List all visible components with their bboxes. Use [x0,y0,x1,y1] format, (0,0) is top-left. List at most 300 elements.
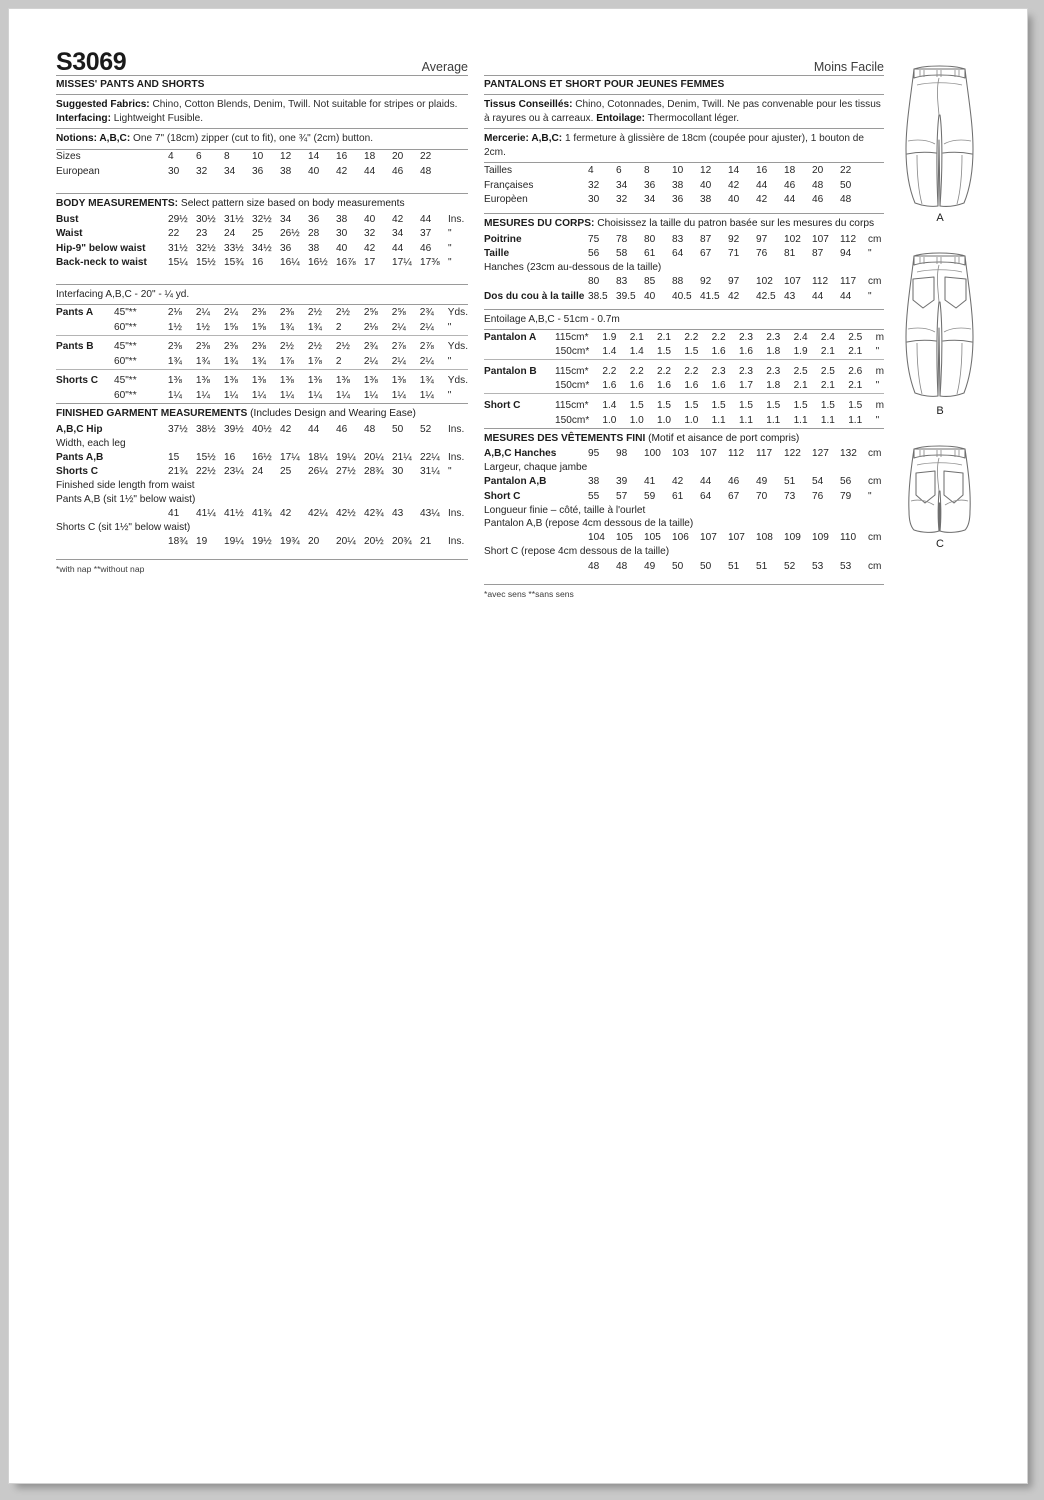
cell: 1.8 [766,380,781,392]
cell: 1¼ [251,389,266,401]
cell: 83 [616,276,628,288]
cell-unit: Yds. [447,306,468,318]
cell: 50 [700,560,712,572]
cell: 24 [252,466,264,478]
cell: 1.6 [684,380,699,392]
pants-side-length-table-en [56,506,468,521]
cell: 19¼ [224,535,244,547]
table-row [484,447,884,462]
cell: 18¼ [308,451,328,463]
cell: 1⅜ [223,375,238,387]
cell: 44 [756,179,768,191]
cell: 2.1 [793,380,808,392]
cell: 42¼ [308,507,328,519]
cell: 80 [644,233,656,245]
cell: 15½ [196,257,216,269]
cell: 122 [784,448,801,460]
cell: 34 [224,165,236,177]
pattern-number: S3069 [56,48,127,76]
cell: 39½ [224,423,244,435]
cell: 2¼ [419,355,434,367]
cell: 38.5 [588,291,608,303]
cell: 30 [168,165,180,177]
cell: 2.3 [766,365,781,377]
cell: 48 [364,423,376,435]
cell: 2¼ [391,321,406,333]
cell: 88 [672,276,684,288]
cell: 2.3 [766,331,781,343]
cell: 38 [280,165,292,177]
cell: 106 [672,532,689,544]
cell: 1¼ [335,389,350,401]
cell: 16⅞ [336,257,356,269]
row-label [484,413,555,428]
cell: 2¼ [363,355,378,367]
cell: 22¼ [420,451,440,463]
cell: 1.5 [738,400,753,411]
cell: 52 [420,423,432,435]
fabric-width: 60"** [113,321,137,333]
cell: 1.1 [820,414,835,426]
cell: 117 [756,448,773,460]
cell: 2.1 [820,380,835,392]
cell: 46 [420,242,432,254]
cell: 34 [392,228,404,240]
cell: 1⅞ [307,355,322,367]
cell: 20 [812,164,824,176]
fabric-width: 150cm* [555,346,590,358]
cell: 22 [840,164,852,176]
body-measurements-label-en: BODY MEASUREMENTS: [56,197,179,209]
row-label: Waist [56,228,83,240]
table-row [484,559,884,574]
french-sizes-label: Françaises [484,179,534,191]
cell: 2.6 [848,365,863,377]
row-label-spacer [484,531,588,546]
cell-unit: cm [868,448,882,460]
sizes-table-en [56,150,468,179]
cell: 16 [224,451,236,463]
cell: 109 [784,532,801,544]
cell: 1.7 [738,380,753,392]
garment-title-fr: PANTALONS ET SHORT POUR JEUNES FEMMES [484,79,725,90]
cell: 1⅜ [279,375,294,387]
table-row [56,320,468,335]
table-row [484,275,884,290]
finished-measurements-heading-en [56,404,468,422]
cell: 73 [784,490,796,502]
cell: 71 [728,248,740,260]
cell: 42 [728,179,740,191]
cell: 32½ [196,242,216,254]
cell: 10 [672,164,684,176]
table-row [56,374,468,389]
cell: 25 [280,466,292,478]
cell: 53 [812,560,824,572]
cell: 56 [588,248,600,260]
notions-text-fr: 1 fermeture à glissière de 18cm (coupée pour ajuster), 1 bouton de 2cm. [484,133,865,158]
english-header-row [56,45,468,75]
cell: 30½ [196,213,216,225]
cell-unit: " [447,389,452,401]
finished-sub-fr: (Motif et aisance de port compris) [645,432,800,444]
pants-side-length-table-fr [484,531,884,546]
cell: 40 [728,194,740,206]
cell: 32 [616,194,628,206]
english-column [56,45,468,575]
cell: 107 [700,448,717,460]
table-row [56,305,468,320]
cell: 31¼ [420,466,440,478]
cell: 25 [252,228,264,240]
cell: 1.5 [657,400,672,411]
cell: 1.5 [629,400,644,411]
interfacing-note-fr: Entoilage A,B,C - 51cm - 0.7m [484,314,620,326]
content-sheet [56,45,996,600]
row-label: Shorts C [56,375,99,387]
fabrics-label-fr: Tissus Conseillés: [484,99,573,110]
cell: 40.5 [672,291,692,303]
cell: 2.2 [629,365,644,377]
cell: 67 [728,490,740,502]
cell: 1.1 [766,414,781,426]
cell: 102 [756,276,773,288]
cell: 41½ [224,507,244,519]
cell: 2¾ [419,306,434,318]
cell: 30 [392,466,404,478]
cell: 79 [840,490,852,502]
row-label [484,379,555,394]
cell: 31½ [168,242,188,254]
cell: 17 [364,257,376,269]
cell: 2.4 [793,331,808,343]
finished-measurements-heading-fr [484,429,884,447]
cell-unit: m [875,365,884,377]
cell: 21¾ [168,466,188,478]
cell: 2.2 [657,365,672,377]
nap-footnote-en: *with nap **without nap [56,563,145,574]
cell: 2¼ [195,306,210,318]
cell: 1.0 [629,414,644,426]
cell: 1.4 [629,346,644,358]
shorts-side-length-table-fr [484,559,884,574]
cell: 1¼ [195,389,210,401]
cell: 2½ [279,341,294,353]
envelope-back-page [8,8,1028,1484]
illustration-a [884,45,996,225]
cell: 22 [420,151,432,163]
table-row [484,289,884,304]
pants-sit-label-fr: Pantalon A,B (repose 4cm dessous de la taille) [484,518,694,530]
cell: 1.1 [793,414,808,426]
cell: 56 [840,476,852,488]
cell: 132 [840,448,857,460]
cell: 105 [644,532,661,544]
cell: 1⅜ [167,375,182,387]
three-column-layout [56,45,996,600]
cell: 10 [252,151,264,163]
side-length-label-fr: Longueur finie – côté, taille à l'ourlet [484,504,646,516]
cell-unit: Yds. [447,375,468,387]
cell: 49 [644,560,656,572]
cell: 36 [252,165,264,177]
cell: 55 [588,490,600,502]
cell: 110 [840,532,857,544]
cell: 54 [812,476,824,488]
cell: 27½ [336,466,356,478]
fabrics-text-fr: Chino, Cotonnades, Denim, Twill. Ne pas convenable pour les tissus à rayures ou à carreaux. [484,99,881,124]
illustration-column [884,45,996,551]
cell: 51 [756,560,768,572]
cell: 1⅜ [195,375,210,387]
yardage-table-en [56,305,468,403]
cell: 1¼ [391,389,406,401]
cell: 2.3 [738,365,753,377]
table-row [484,398,884,413]
cell: 2½ [335,341,350,353]
cell: 1.5 [848,400,863,411]
cell: 100 [644,448,661,460]
cell: 22½ [196,466,216,478]
body-measurements-table-fr [484,232,884,261]
fabric-width: 115cm* [555,331,589,343]
row-label: Pantalon B [484,365,537,377]
cell: 30 [588,194,600,206]
cell: 48 [616,560,628,572]
hanches-label-fr: Hanches (23cm au-dessous de la taille) [484,262,662,274]
cell: 19½ [252,535,272,547]
cell: 1¾ [167,355,182,367]
cell: 37½ [168,423,188,435]
cell: 40½ [252,423,272,435]
cell: 83 [672,233,684,245]
hanches-table-fr [484,275,884,304]
cell [448,164,468,179]
cell: 32 [588,179,600,191]
cell: 41 [644,476,656,488]
cell-unit: " [447,355,452,367]
cell: 12 [280,151,292,163]
shorts-side-length-table-en [56,534,468,549]
cell: 98 [616,448,628,460]
cell: 112 [840,233,857,245]
cell: 44 [840,291,852,303]
cell: 18¾ [168,535,188,547]
cell: 1¼ [167,389,182,401]
cell-unit: cm [868,560,882,572]
cell: 34 [280,213,292,225]
row-label: Short C [484,400,521,411]
table-row [484,330,884,345]
cell: 20¼ [364,451,384,463]
cell: 1¾ [195,355,210,367]
cell: 41.5 [700,291,720,303]
cell: 1⅞ [279,355,294,367]
cell: 16½ [308,257,328,269]
cell: 2.3 [711,365,726,377]
cell: 1¾ [307,321,322,333]
cell: 2.5 [848,331,863,343]
cell: 43¼ [420,507,440,519]
cell: 2.5 [793,365,808,377]
table-row [56,227,468,242]
body-measurements-sub-en: Select pattern size based on body measurements [178,197,405,209]
cell: 20 [308,535,320,547]
cell: 42 [280,507,292,519]
cell-unit: m [875,400,884,411]
cell: 50 [392,423,404,435]
cell: 34½ [252,242,272,254]
cell: 46 [392,165,404,177]
cell: 16 [336,151,348,163]
cell: 2⅞ [391,341,406,353]
cell: 28¾ [364,466,384,478]
cell-unit: Ins. [448,423,465,435]
cell: 87 [700,233,712,245]
cell: 64 [700,490,712,502]
cell: 44 [784,194,796,206]
cell: 21 [420,535,432,547]
cell: 49 [756,476,768,488]
row-label: Hip-9" below waist [56,242,146,254]
cell: 2½ [335,306,350,318]
cell: 1.0 [657,414,672,426]
cell: 50 [840,179,852,191]
cell: 20¾ [392,535,412,547]
cell: 15½ [196,451,216,463]
cell: 46 [812,194,824,206]
cell: 1¾ [251,355,266,367]
cell: 57 [616,490,628,502]
shorts-sit-label-en: Shorts C (sit 1½" below waist) [56,521,191,533]
cell: 2⅜ [223,341,238,353]
cell: 48 [812,179,824,191]
body-measurements-label-fr: MESURES DU CORPS: [484,218,595,230]
cell: 2⅛ [363,321,378,333]
cell: 36 [280,242,292,254]
cell [868,193,884,208]
row-label [56,354,114,369]
cell: 1¼ [223,389,238,401]
table-row [56,534,468,549]
cell: 1½ [195,321,210,333]
cell: 15 [168,451,180,463]
cell-unit: Ins. [448,213,465,225]
cell: 1⅜ [335,375,350,387]
cell: 2½ [307,306,322,318]
cell: 37 [420,228,432,240]
table-row [56,340,468,355]
cell: 38 [588,476,600,488]
fabrics-label-en: Suggested Fabrics: [56,99,150,110]
leg-width-table-en [56,450,468,479]
fabrics-text-en: Chino, Cotton Blends, Denim, Twill. Not suitable for stripes or plaids. [152,99,458,110]
table-row [56,506,468,521]
cell: 16¼ [280,257,300,269]
cell: 1.0 [684,414,699,426]
cell: 43 [392,507,404,519]
french-column [484,45,884,600]
cell: 6 [196,151,202,163]
cell: 20½ [364,535,384,547]
row-label: Pantalon A,B [484,476,547,488]
fabric-width: 45"** [113,341,137,353]
cell: 2.2 [684,365,699,377]
cell: 51 [784,476,796,488]
cell-unit: " [448,228,452,240]
cell: 1.8 [766,346,781,358]
cell: 2.1 [848,380,863,392]
cell: 112 [728,448,745,460]
cell: 2.5 [820,365,835,377]
cell: 1.6 [711,380,726,392]
cell: 38 [700,194,712,206]
cell: 1.0 [602,414,617,426]
cell: 42 [392,213,404,225]
cell-unit: Yds. [447,341,468,353]
cell: 42.5 [756,291,776,303]
illustration-caption-a: A [936,212,944,224]
cell: 44 [308,423,320,435]
cell: 2.2 [602,365,617,377]
illustration-c [884,429,996,551]
cell: 12 [700,164,712,176]
cell-unit: " [875,414,880,426]
cell: 20¼ [336,535,356,547]
cell: 33½ [224,242,244,254]
cell: 1.5 [684,346,699,358]
interfacing-text-fr: Thermocollant léger. [647,112,740,124]
table-row [484,178,884,193]
cell: 2.1 [848,346,863,358]
cell: 41 [168,507,180,519]
cell: 44 [364,165,376,177]
cell: 2.3 [738,331,753,343]
leg-width-label-fr: Largeur, chaque jambe [484,462,588,474]
cell: 76 [756,248,768,260]
side-length-label-en: Finished side length from waist [56,480,195,492]
cell: 2¼ [391,355,406,367]
cell: 19¾ [280,535,300,547]
nap-footnote-fr: *avec sens **sans sens [484,588,574,599]
cell: 46 [728,476,740,488]
cell: 109 [812,532,829,544]
cell-unit: cm [868,233,882,245]
cell: 2⅞ [419,341,434,353]
row-label-spacer [56,534,168,549]
cell: 16 [252,257,264,269]
row-label: Poitrine [484,233,522,245]
table-row [484,489,884,504]
fabrics-block-en [56,95,468,128]
illustration-caption-c: C [936,538,944,550]
body-measurements-heading-fr [484,214,884,232]
cell-unit: Ins. [448,507,465,519]
cell: 6 [616,164,622,176]
table-row [484,364,884,379]
table-row [56,422,468,437]
cell: 20 [392,151,404,163]
cell-unit: cm [868,276,882,288]
cell: 1¾ [223,355,238,367]
cell: 34 [616,179,628,191]
cell-unit: " [447,321,452,333]
cell: 1.1 [738,414,753,426]
difficulty-label-en: Average [421,60,468,74]
cell: 2.1 [820,346,835,358]
row-label: A,B,C Hanches [484,448,557,460]
cell: 97 [728,276,740,288]
